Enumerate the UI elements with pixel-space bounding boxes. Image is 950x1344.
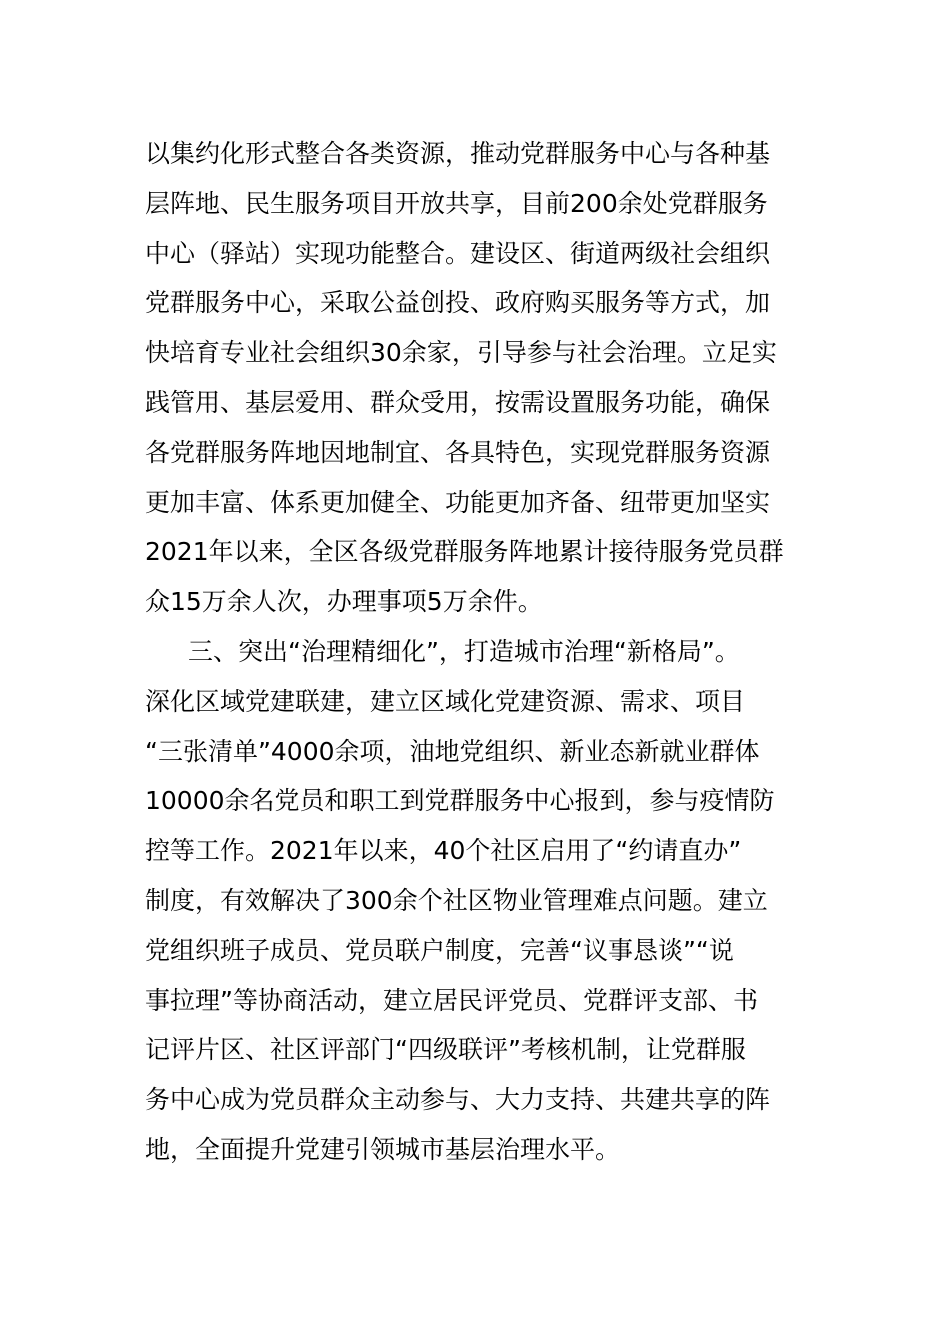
text-line: 中心（驿站）实现功能整合。建设区、街道两级社会组织 — [145, 239, 771, 268]
text-line: 务中心成为党员群众主动参与、大力支持、共建共享的阵 — [145, 1085, 771, 1114]
text-line: 地，全面提升党建引领城市基层治理水平。 — [145, 1135, 621, 1164]
text-line: “三张清单”4000余项，油地党组织、新业态新就业群体 — [145, 737, 760, 766]
text-line: 各党群服务阵地因地制宜、各具特色，实现党群服务资源 — [145, 438, 771, 467]
text-line: 层阵地、民生服务项目开放共享，目前200余处党群服务 — [145, 189, 768, 218]
text-line: 10000余名党员和职工到党群服务中心报到，参与疫情防 — [145, 786, 775, 815]
text-line: 制度，有效解决了300余个社区物业管理难点问题。建立 — [145, 886, 768, 915]
text-line: 记评片区、社区评部门“四级联评”考核机制，让党群服 — [145, 1035, 746, 1064]
text-line: 党组织班子成员、党员联户制度，完善“议事恳谈”“说 — [145, 936, 734, 965]
text-line: 控等工作。2021年以来，40个社区启用了“约请直办” — [145, 836, 742, 865]
text-line: 事拉理”等协商活动，建立居民评党员、党群评支部、书 — [145, 986, 758, 1015]
text-line: 践管用、基层爱用、群众受用，按需设置服务功能，确保 — [145, 388, 771, 417]
text-line: 以集约化形式整合各类资源，推动党群服务中心与各种基 — [145, 139, 771, 168]
text-line: 快培育专业社会组织30余家，引导参与社会治理。立足实 — [145, 338, 777, 367]
text-line: 更加丰富、体系更加健全、功能更加齐备、纽带更加坚实 — [145, 488, 771, 517]
text-line: 三、突出“治理精细化”，打造城市治理“新格局”。 — [188, 637, 740, 666]
text-line: 党群服务中心，采取公益创投、政府购买服务等方式，加 — [145, 288, 771, 317]
text-line: 深化区域党建联建，建立区域化党建资源、需求、项目 — [145, 687, 746, 716]
text-line: 2021年以来，全区各级党群服务阵地累计接待服务党员群 — [145, 537, 784, 566]
text-line: 众15万余人次，办理事项5万余件。 — [145, 587, 543, 616]
